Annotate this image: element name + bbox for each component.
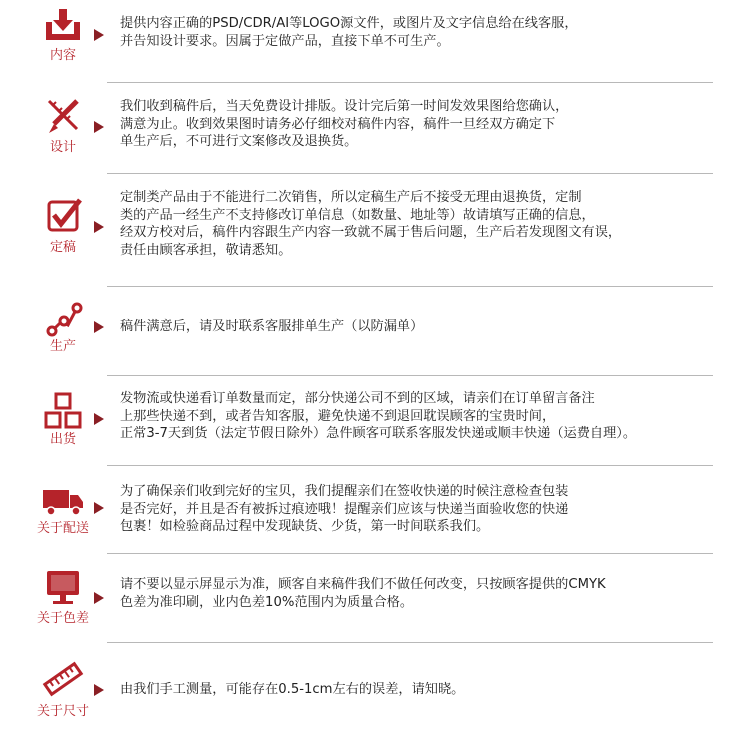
arrow-right-icon [94, 321, 104, 333]
section-text [120, 483, 746, 536]
section-label: 内容 [49, 48, 76, 63]
text-line: 稿件满意后，请及时联系客服排单生产（以防漏单） [120, 319, 424, 334]
section-text [120, 189, 746, 259]
section-label: 关于色差 [36, 611, 89, 626]
section-label: 定稿 [49, 240, 76, 255]
text-line: 并告知设计要求。因属于定做产品，直接下单不可生产。 [120, 33, 450, 49]
text-line: 责任由顾客承担，敬请悉知。 [120, 242, 292, 258]
text-line: 类的产品一经生产不支持修改订单信息（如数量、地址等）故请填写正确的信息， [120, 207, 595, 223]
section-text [120, 390, 746, 443]
section-text [120, 576, 746, 611]
text-line: 满意为止。收到效果图时请务必仔细校对稿件内容，稿件一旦经双方确定下 [120, 116, 556, 132]
text-line: 正常3-7天到货（法定节假日除外）急件顾客可联系客服发快递或顺丰快递（运费自理）。 [120, 426, 637, 441]
section-label: 关于尺寸 [36, 704, 89, 719]
arrow-right-icon [94, 592, 104, 604]
text-line: 定制类产品由于不能进行二次销售，所以定稿生产后不接受无理由退换货，定制 [120, 190, 582, 205]
arrow-right-icon [94, 502, 104, 514]
arrow-right-icon [94, 413, 104, 425]
arrow-right-icon [94, 221, 104, 233]
section-label: 生产 [49, 339, 76, 354]
connected-nodes-icon [40, 299, 86, 339]
section-size [0, 643, 750, 740]
section-color-difference [0, 554, 750, 642]
download-tray-icon [40, 6, 86, 46]
text-line: 经双方校对后，稿件内容跟生产内容一致就不属于售后问题，生产后若发现图文有误， [120, 225, 622, 240]
checkbox-icon [40, 196, 86, 236]
text-line: 我们收到稿件后，当天免费设计排版。设计完后第一时间发效果图给您确认， [120, 99, 569, 114]
section-text [120, 681, 746, 699]
delivery-truck-icon [40, 482, 86, 522]
section-label: 关于配送 [36, 521, 89, 536]
monitor-icon [40, 568, 86, 608]
text-line: 色差为准印刷，业内色差10%范围内为质量合格。 [120, 594, 414, 610]
text-line: 发物流或快递看订单数量而定，部分快递公司不到的区域，请亲们在订单留言备注 [120, 391, 595, 406]
text-line: 请不要以显示屏显示为准，顾客自来稿件我们不做任何改变，只按顾客提供的CMYK [120, 577, 606, 592]
section-text [120, 98, 746, 151]
text-line: 单生产后，不可进行文案修改及退换货。 [120, 134, 358, 149]
section-finalize [0, 174, 750, 286]
section-text [120, 15, 746, 50]
text-line: 为了确保亲们收到完好的宝贝，我们提醒亲们在签收快递的时候注意检查包装 [120, 484, 569, 499]
text-line: 提供内容正确的PSD/CDR/AI等LOGO源文件，或图片及文字信息给在线客服， [120, 16, 578, 31]
ruler-icon [40, 659, 86, 699]
section-content [0, 0, 750, 82]
text-line: 上那些快递不到，或者告知客服，避免快递不到退回耽误顾客的宝贵时间， [120, 408, 556, 424]
text-line: 包裹！如检验商品过程中发现缺货、少货，第一时间联系我们。 [120, 519, 490, 534]
text-line: 是否完好，并且是否有被拆过痕迹哦！提醒亲们应该与快递当面验收您的快递 [120, 501, 569, 517]
stacked-boxes-icon [40, 391, 86, 431]
section-label: 出货 [49, 432, 76, 447]
text-line: 由我们手工测量，可能存在0.5-1cm左右的误差，请知晓。 [120, 682, 465, 697]
section-shipping [0, 376, 750, 465]
pen-ruler-icon [40, 97, 86, 137]
section-label: 设计 [49, 140, 76, 155]
section-design [0, 83, 750, 173]
arrow-right-icon [94, 684, 104, 696]
section-text [120, 318, 746, 336]
arrow-right-icon [94, 29, 104, 41]
arrow-right-icon [94, 121, 104, 133]
section-delivery [0, 466, 750, 553]
section-production [0, 287, 750, 375]
